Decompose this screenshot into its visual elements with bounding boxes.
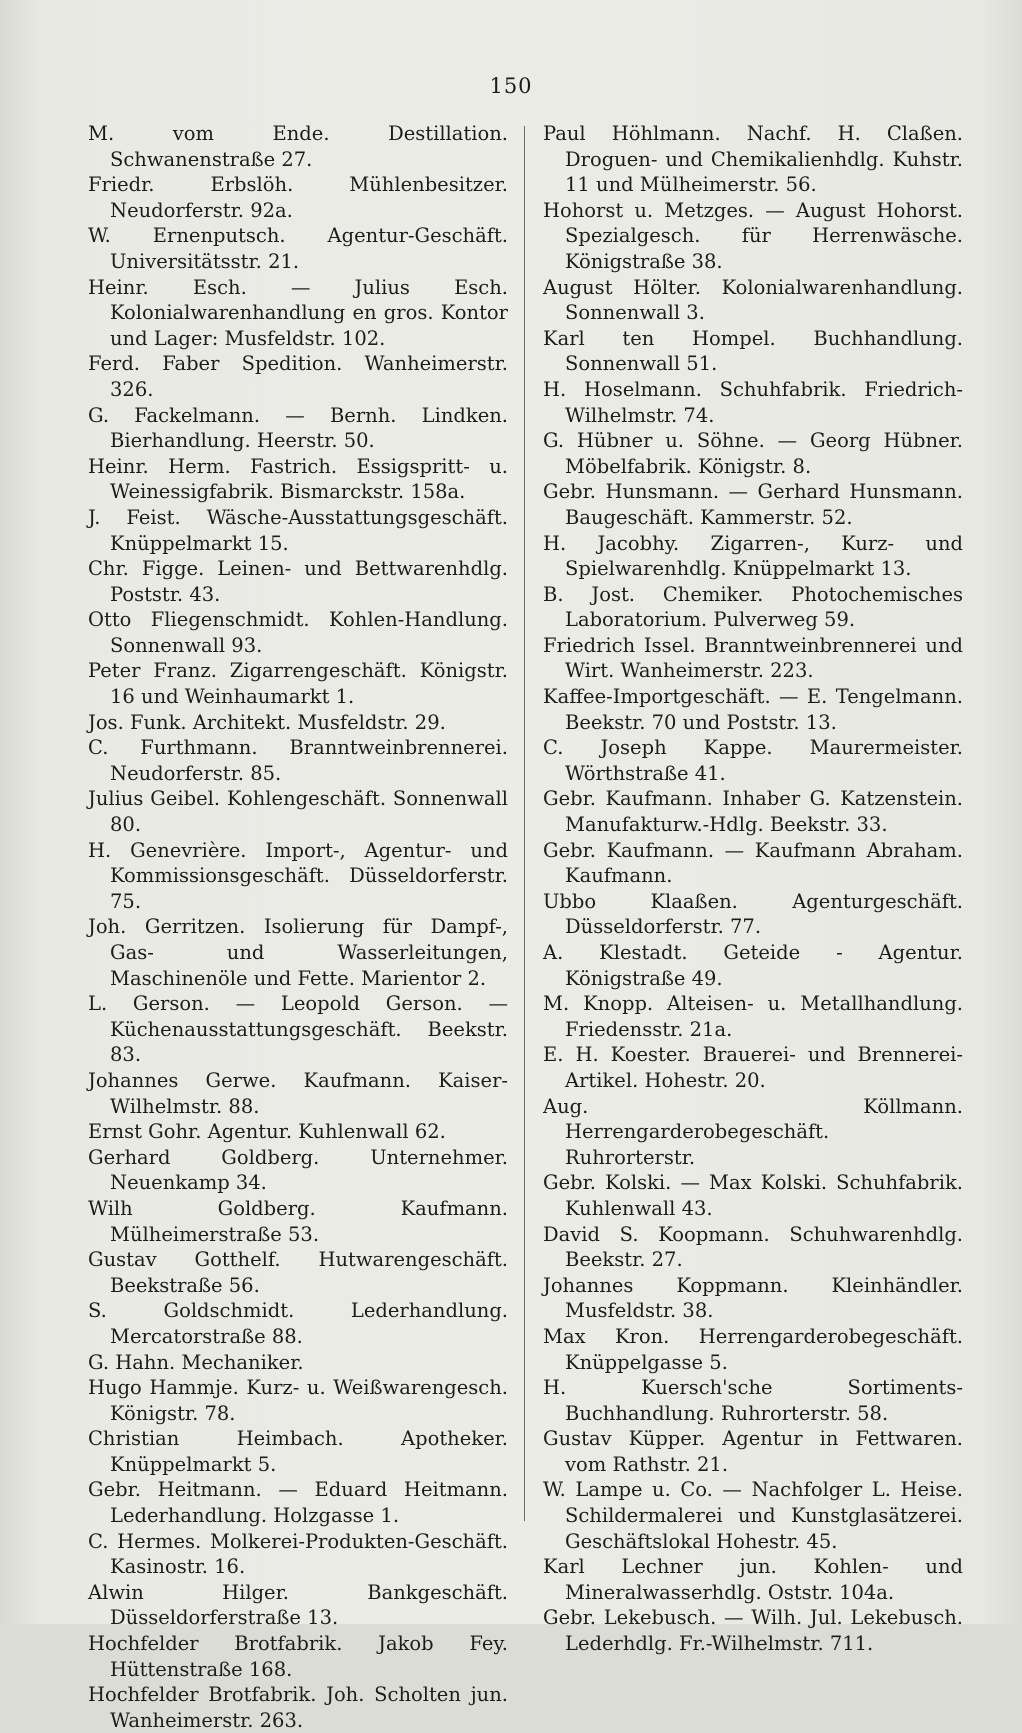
directory-entry: Hochfelder Brotfabrik. Jakob Fey. Hüttenstraße 168. xyxy=(88,1632,508,1681)
directory-entry: Otto Fliegenschmidt. Kohlen-Handlung. Sonnenwall 93. xyxy=(88,608,508,657)
directory-entry: C. Furthmann. Branntweinbrennerei. Neudorferstr. 85. xyxy=(88,736,508,785)
directory-entry: Heinr. Esch. — Julius Esch. Kolonialwarenhandlung en gros. Kontor und Lager: Musfeldstr. 102. xyxy=(88,275,508,350)
directory-entry: Hochfelder Brotfabrik. Joh. Scholten jun. Wanheimerstr. 263. xyxy=(88,1683,508,1732)
directory-entry: M. Knopp. Alteisen- u. Metallhandlung. Friedensstr. 21a. xyxy=(543,992,963,1041)
directory-entry: B. Jost. Chemiker. Photochemisches Laboratorium. Pulverweg 59. xyxy=(543,582,963,632)
directory-entry: Karl Lechner jun. Kohlen- und Mineralwasserhdlg. Oststr. 104a. xyxy=(543,1555,963,1604)
directory-entry: Kaffee-Importgeschäft. — E. Tengelmann. Beekstr. 70 und Poststr. 13. xyxy=(543,685,963,734)
directory-entry: Hohorst u. Metzges. — August Hohorst. Spezialgesch. für Herrenwäsche. Königstraße 38. xyxy=(543,198,963,273)
directory-entry: H. Jacobhy. Zigarren-, Kurz- und Spielwarenhdlg. Knüppelmarkt 13. xyxy=(543,531,963,581)
right-column xyxy=(543,121,963,1657)
directory-entry: Johannes Gerwe. Kaufmann. Kaiser-Wilhelmstr. 88. xyxy=(88,1068,508,1118)
directory-entry: Julius Geibel. Kohlengeschäft. Sonnenwall 80. xyxy=(88,787,508,837)
directory-entry: S. Goldschmidt. Lederhandlung. Mercatorstraße 88. xyxy=(88,1299,508,1348)
directory-entry: H. Genevrière. Import-, Agentur- und Kommissionsgeschäft. Düsseldorferstr. 75. xyxy=(88,838,508,913)
directory-entry: J. Feist. Wäsche-Ausstattungsgeschäft. Knüppelmarkt 15. xyxy=(88,505,508,555)
directory-entry: Paul Höhlmann. Nachf. H. Claßen. Droguen- und Chemikalienhdlg. Kuhstr. 11 und Mülheimerstr. 56. xyxy=(543,122,963,197)
directory-entry: Gebr. Kolski. — Max Kolski. Schuhfabrik. Kuhlenwall 43. xyxy=(543,1171,963,1220)
directory-entry: Christian Heimbach. Apotheker. Knüppelmarkt 5. xyxy=(88,1427,508,1476)
directory-entry: H. Hoselmann. Schuhfabrik. Friedrich-Wilhelmstr. 74. xyxy=(543,377,963,427)
directory-entry: Alwin Hilger. Bankgeschäft. Düsseldorferstraße 13. xyxy=(88,1580,508,1630)
directory-entry: Hugo Hammje. Kurz- u. Weißwarengesch. Königstr. 78. xyxy=(88,1376,508,1425)
directory-entry: G. Hübner u. Söhne. — Georg Hübner. Möbelfabrik. Königstr. 8. xyxy=(543,429,963,478)
directory-entry: A. Klestadt. Geteide - Agentur. Königstraße 49. xyxy=(543,941,963,990)
directory-entry: Max Kron. Herrengarderobegeschäft. Knüppelgasse 5. xyxy=(543,1324,963,1374)
directory-entry: Gebr. Lekebusch. — Wilh. Jul. Lekebusch. Lederhdlg. Fr.-Wilhelmstr. 711. xyxy=(543,1606,963,1656)
directory-entry: W. Ernenputsch. Agentur-Geschäft. Universitätsstr. 21. xyxy=(88,224,508,273)
directory-entry: Gustav Gotthelf. Hutwarengeschäft. Beekstraße 56. xyxy=(88,1248,508,1297)
directory-entry: Jos. Funk. Architekt. Musfeldstr. 29. xyxy=(88,710,446,734)
directory-entry: E. H. Koester. Brauerei- und Brennerei-Artikel. Hohestr. 20. xyxy=(543,1043,963,1092)
directory-entry: W. Lampe u. Co. — Nachfolger L. Heise. Schildermalerei und Kunstglasätzerei. Geschäftslokal Hohestr. 45. xyxy=(543,1478,963,1553)
directory-entry: Gebr. Heitmann. — Eduard Heitmann. Lederhandlung. Holzgasse 1. xyxy=(88,1478,508,1528)
directory-entry: Joh. Gerritzen. Isolierung für Dampf-, Gas- und Wasserleitungen, Maschinenöle und Fette. Marientor 2. xyxy=(88,915,508,990)
directory-entry: Friedrich Issel. Branntweinbrennerei und Wirt. Wanheimerstr. 223. xyxy=(543,633,963,683)
directory-entry: Karl ten Hompel. Buchhandlung. Sonnenwall 51. xyxy=(543,326,963,376)
directory-entry: Gerhard Goldberg. Unternehmer. Neuenkamp 34. xyxy=(88,1145,508,1195)
directory-entry: Chr. Figge. Leinen- und Bettwarenhdlg. Poststr. 43. xyxy=(88,557,508,606)
directory-entry: G. Hahn. Mechaniker. xyxy=(88,1350,304,1374)
directory-entry: David S. Koopmann. Schuhwarenhdlg. Beekstr. 27. xyxy=(543,1222,963,1272)
directory-entry: Ernst Gohr. Agentur. Kuhlenwall 62. xyxy=(88,1120,446,1144)
left-column xyxy=(88,121,508,1733)
directory-entry: L. Gerson. — Leopold Gerson. — Küchenausstattungsgeschäft. Beekstr. 83. xyxy=(88,992,508,1067)
directory-entry: August Hölter. Kolonialwarenhandlung. Sonnenwall 3. xyxy=(543,275,963,325)
directory-entry: M. vom Ende. Destillation. Schwanenstraße 27. xyxy=(88,122,508,171)
directory-entry: C. Joseph Kappe. Maurermeister. Wörthstraße 41. xyxy=(543,736,963,785)
directory-entry: Ubbo Klaaßen. Agenturgeschäft. Düsseldorferstr. 77. xyxy=(543,889,963,939)
directory-entry: Johannes Koppmann. Kleinhändler. Musfeldstr. 38. xyxy=(543,1273,963,1323)
directory-entry: Gebr. Kaufmann. — Kaufmann Abraham. Kaufmann. xyxy=(543,838,963,888)
directory-entry: Friedr. Erbslöh. Mühlenbesitzer. Neudorferstr. 92a. xyxy=(88,173,508,222)
directory-entry: Wilh Goldberg. Kaufmann. Mülheimerstraße 53. xyxy=(88,1196,508,1246)
directory-entry: H. Kuersch'sche Sortiments-Buchhandlung. Ruhrorterstr. 58. xyxy=(543,1376,963,1425)
directory-entry: Gustav Küpper. Agentur in Fettwaren. vom Rathstr. 21. xyxy=(543,1427,963,1476)
directory-entry: Aug. Köllmann. Herrengarderobegeschäft. Ruhrorterstr. xyxy=(543,1094,963,1169)
directory-entry: Gebr. Kaufmann. Inhaber G. Katzenstein. Manufakturw.-Hdlg. Beekstr. 33. xyxy=(543,787,963,837)
directory-entry: C. Hermes. Molkerei-Produkten-Geschäft. Kasinostr. 16. xyxy=(88,1529,508,1579)
directory-entry: G. Fackelmann. — Bernh. Lindken. Bierhandlung. Heerstr. 50. xyxy=(88,403,508,453)
directory-entry: Peter Franz. Zigarrengeschäft. Königstr. 16 und Weinhaumarkt 1. xyxy=(88,659,508,709)
page-number: 150 xyxy=(489,74,533,98)
directory-entry: Gebr. Hunsmann. — Gerhard Hunsmann. Baugeschäft. Kammerstr. 52. xyxy=(543,480,963,529)
column-divider xyxy=(524,126,525,1521)
directory-entry: Heinr. Herm. Fastrich. Essigspritt- u. Weinessigfabrik. Bismarckstr. 158a. xyxy=(88,454,508,504)
directory-entry: Ferd. Faber Spedition. Wanheimerstr. 326. xyxy=(88,352,508,401)
